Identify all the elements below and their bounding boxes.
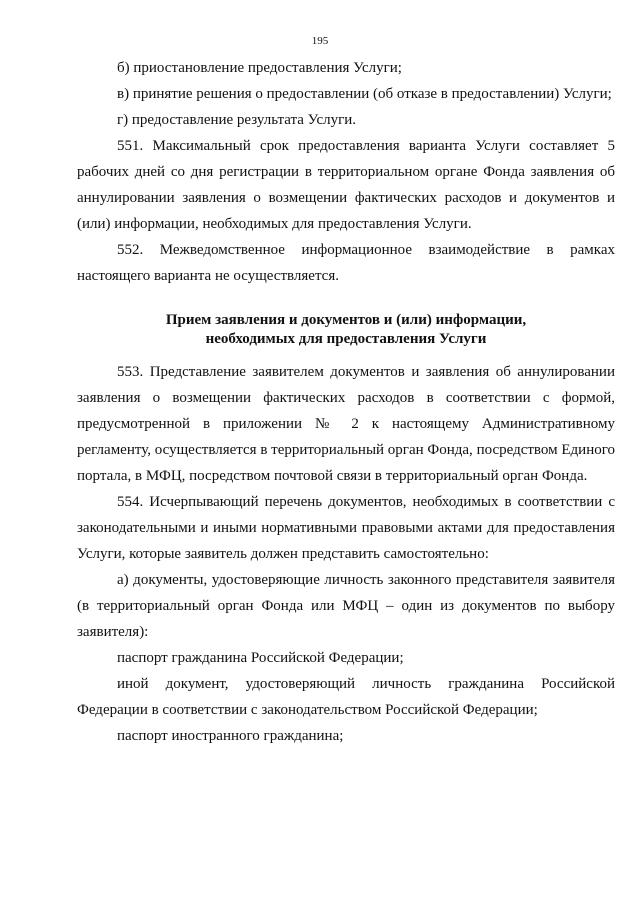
page-number: 195: [311, 35, 329, 47]
list-item-other-document: иной документ, удостоверяющий личность гражданина Российской Федерации в соответствии с законодательством Российской Федерации;: [77, 676, 615, 718]
section-heading: [77, 311, 615, 349]
paragraph-552: 552. Межведомственное информационное взаимодействие в рамках настоящего варианта не осуществляется.: [77, 242, 615, 284]
document-body: [77, 55, 615, 749]
list-item-foreign-passport: паспорт иностранного гражданина;: [117, 728, 344, 744]
paragraph-g: г) предоставление результата Услуги.: [117, 112, 357, 128]
paragraph-554: 554. Исчерпывающий перечень документов, необходимых в соответствии с законодательными и иными нормативными правовыми актами для предоставления Услуги, которые заявитель должен представить самостоятельно:: [77, 494, 615, 562]
paragraph-a: а) документы, удостоверяющие личность законного представителя заявителя (в территориальный орган Фонда или МФЦ – один из документов по выбору заявителя):: [77, 572, 615, 640]
spacer: [77, 349, 615, 359]
paragraph-553: 553. Представление заявителем документов и заявления об аннулировании заявления о возмещении фактических расходов в соответствии с формой, предусмотренной в приложении № 2 к настоящему Административному регламенту, осуществляется в территориальный орган Фонда, посредством Единого портала, в МФЦ, посредством почтовой связи в территориальный орган Фонда.: [77, 364, 615, 484]
paragraph-551: 551. Максимальный срок предоставления варианта Услуги составляет 5 рабочих дней со дня регистрации в территориальном органе Фонда заявления об аннулировании заявления о возмещении фактических расходов и документов и (или) информации, необходимых для предоставления Услуги.: [77, 138, 615, 232]
section-heading-line-1: Прием заявления и документов и (или) информации,: [165, 312, 527, 328]
paragraph-b: б) приостановление предоставления Услуги;: [117, 60, 402, 76]
list-item-passport-rf: паспорт гражданина Российской Федерации;: [117, 650, 404, 666]
paragraph-v: в) принятие решения о предоставлении (об отказе в предоставлении) Услуги;: [117, 86, 612, 102]
section-heading-line-2: необходимых для предоставления Услуги: [205, 331, 487, 347]
spacer: [77, 289, 615, 311]
